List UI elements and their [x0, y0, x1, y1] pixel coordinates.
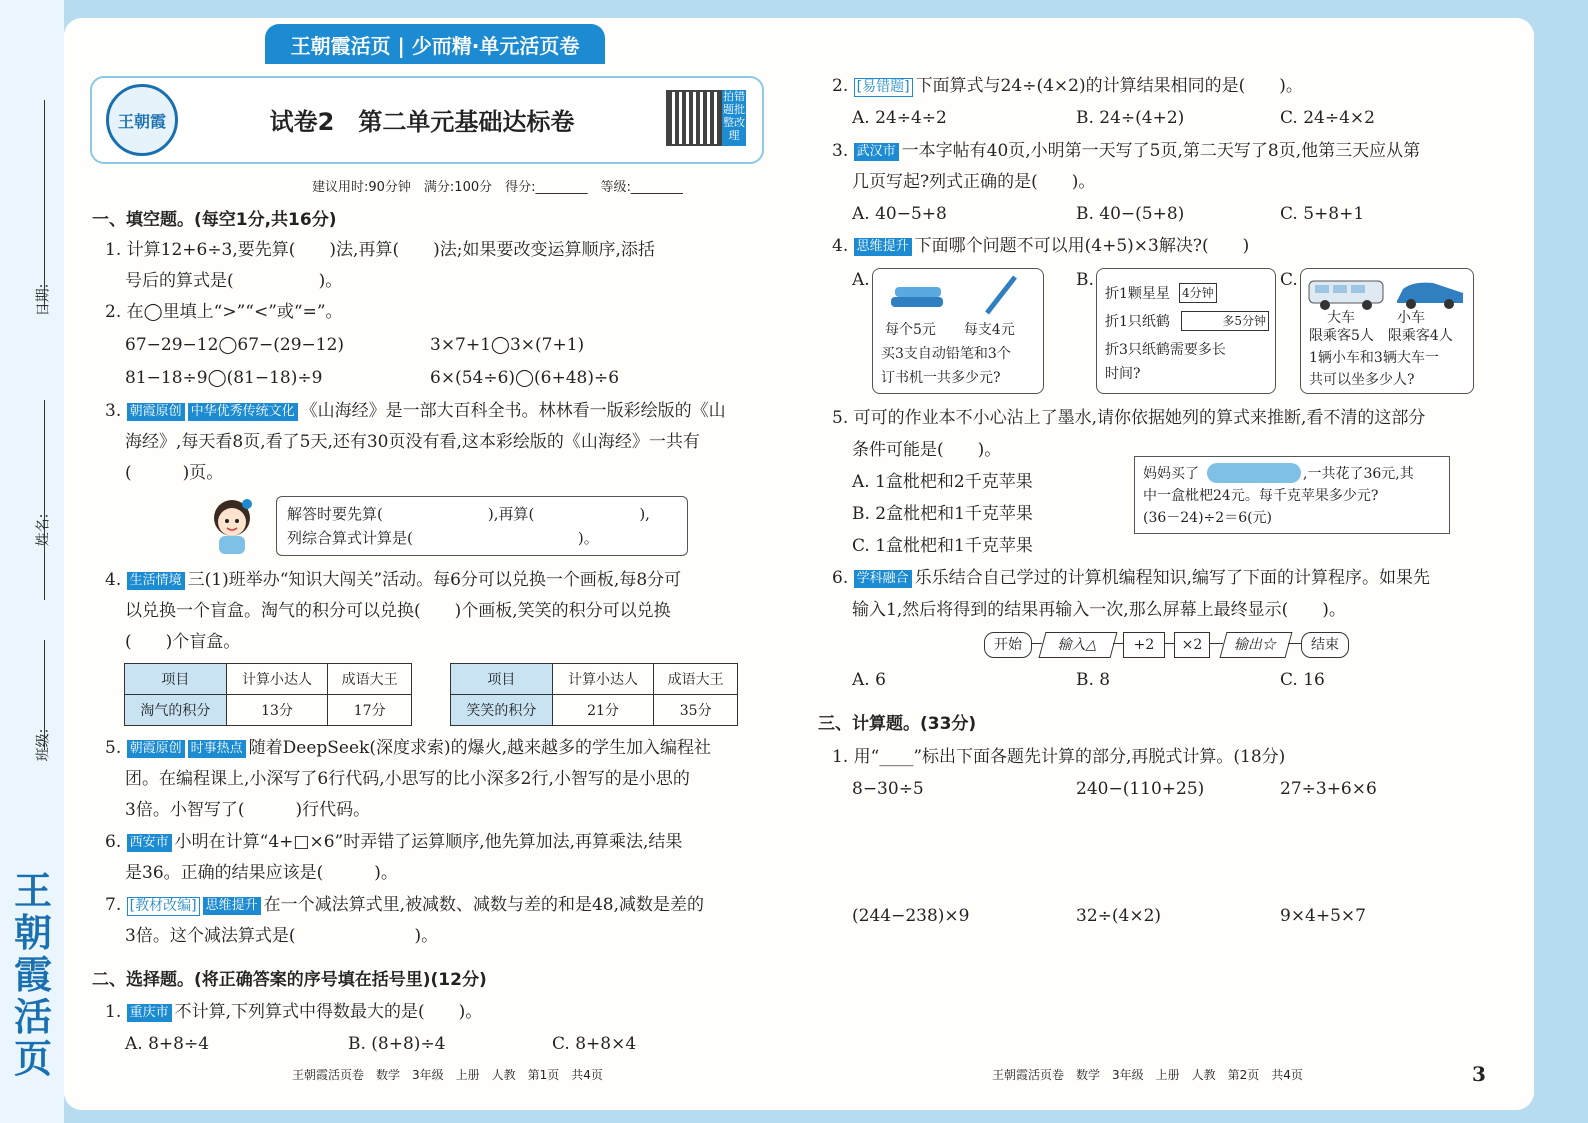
girl-avatar-icon	[205, 494, 259, 554]
c5-line1: 5. 可可的作业本不小心沾上了墨水,请你依据她列的算式来推断,看不清的这部分	[832, 408, 1426, 428]
c6-text-a: 乐乐结合自己学过的计算机编程知识,编写了下面的计算程序。如果先	[914, 568, 1431, 588]
table-cell: 35分	[654, 695, 738, 726]
c3-text-a: 一本字帖有40页,小明第一天写了5页,第二天写了8页,他第三天应从第	[901, 141, 1421, 161]
tag-news: 时事热点	[188, 740, 246, 758]
c2-option-c: C. 24÷4×2	[1280, 108, 1375, 128]
table-cell: 17分	[328, 695, 412, 726]
flow-arrow	[1164, 643, 1174, 644]
c3-option-a: A. 40−5+8	[852, 204, 947, 224]
card-a-line1: 每个5元 每支4元	[885, 322, 1015, 338]
c5-option-b: B. 2盒枇杷和1千克苹果	[852, 504, 1033, 524]
pencil-icon	[981, 273, 1021, 317]
ink-line2: 中一盒枇杷24元。每千克苹果多少元?	[1143, 488, 1379, 504]
c1-option-a: A. 8+8÷4	[125, 1034, 210, 1054]
calc-item: 240−(110+25)	[1076, 779, 1205, 799]
q3-line1: 3. 朝霞原创 中华优秀传统文化 《山海经》是一部大百科全书。林林看一版彩绘版的《山	[105, 401, 726, 421]
table-header: 项目	[451, 664, 553, 695]
c4-line: 4. 思维提升 下面哪个问题不可以用(4+5)×3解决?( )	[832, 236, 1250, 256]
card-b-line4: 时间?	[1105, 366, 1141, 382]
table-header: 成语大王	[654, 664, 738, 695]
flow-start: 开始	[984, 632, 1032, 658]
tag-city: 武汉市	[854, 143, 899, 161]
table-cell: 13分	[226, 695, 328, 726]
card-b-time1: 4分钟	[1179, 283, 1217, 303]
q3-text-a: 《山海经》是一部大百科全书。林林看一版彩绘版的《山	[300, 401, 726, 421]
card-b-time2: 多5分钟	[1181, 311, 1269, 331]
footer-left: 王朝霞活页卷 数学 3年级 上册 人教 第1页 共4页	[292, 1068, 603, 1082]
hint-line1: 解答时要先算( ),再算( ),	[287, 505, 650, 523]
tag-subject: 学科融合	[854, 570, 912, 588]
calc-item: 9×4+5×7	[1280, 906, 1366, 926]
q2-item-3: 81−18÷9◯(81−18)÷9	[125, 368, 323, 388]
card-c-line2: 限乘客5人 限乘客4人	[1309, 328, 1453, 344]
ink-line3: (36－24)÷2＝6(元)	[1143, 510, 1273, 526]
table-cell: 21分	[552, 695, 654, 726]
calc-item: 32÷(4×2)	[1076, 906, 1162, 926]
q6-line2: 是36。正确的结果应该是( )。	[125, 863, 398, 883]
c2-text: 下面算式与24÷(4×2)的计算结果相同的是( )。	[915, 76, 1303, 96]
table-cell: 淘气的积分	[125, 695, 227, 726]
name-line	[44, 400, 45, 600]
tag-city: 西安市	[127, 834, 172, 852]
card-c-line1: 大车 小车	[1327, 310, 1425, 326]
c1-text: 不计算,下列算式中得数最大的是( )。	[174, 1002, 483, 1022]
q2-text: 2. 在◯里填上“>”“<”或“=”。	[105, 302, 343, 322]
calc-item: 27÷3+6×6	[1280, 779, 1377, 799]
q6-line1: 6. 西安市 小明在计算“4+□×6”时弄错了运算顺序,他先算加法,再算乘法,结果	[105, 832, 683, 852]
c6-line1: 6. 学科融合 乐乐结合自己学过的计算机编程知识,编写了下面的计算程序。如果先	[832, 568, 1431, 588]
tag-thinking: 思维提升	[854, 238, 912, 256]
c4-text: 下面哪个问题不可以用(4+5)×3解决?( )	[914, 236, 1250, 256]
c6-option-a: A. 6	[852, 670, 886, 690]
c4-label-a: A.	[852, 270, 870, 290]
brand-logo-icon: 王朝霞	[106, 84, 178, 156]
card-b-line1: 折1颗星星	[1105, 286, 1170, 302]
flow-input: 输入△	[1039, 632, 1118, 658]
k1-text: 1. 用“____”标出下面各题先计算的部分,再脱式计算。(18分)	[832, 747, 1286, 767]
q5-text-a: 随着DeepSeek(深度求索)的爆火,越来越多的学生加入编程社	[248, 738, 712, 758]
table-cell: 笑笑的积分	[451, 695, 553, 726]
tag-life: 生活情境	[127, 572, 185, 590]
tag-error: [易错题]	[854, 78, 913, 97]
score-table-taoqi	[124, 663, 412, 726]
c6-option-b: B. 8	[1076, 670, 1111, 690]
q4-line2: 以兑换一个盲盒。淘气的积分可以兑换( )个画板,笑笑的积分可以兑换	[125, 601, 671, 621]
qr-tag: 拍错题批整改理	[722, 90, 746, 146]
tag-original: 朝霞原创	[127, 740, 185, 758]
ink-line1b: ,一共花了36元,其	[1303, 466, 1414, 482]
option-c-card	[1300, 268, 1474, 394]
c3-option-b: B. 40−(5+8)	[1076, 204, 1185, 224]
q6-text-a: 小明在计算“4+□×6”时弄错了运算顺序,他先算加法,再算乘法,结果	[174, 832, 683, 852]
date-line	[44, 100, 45, 310]
page-number: 3	[1472, 1062, 1486, 1086]
option-b-card	[1096, 268, 1276, 394]
section-1-title: 一、填空题。(每空1分,共16分)	[92, 210, 337, 230]
q4-text-a: 三(1)班举办“知识大闯关”活动。每6分可以兑换一个画板,每8分可	[187, 570, 682, 590]
c5-option-a: A. 1盒枇杷和2千克苹果	[852, 472, 1033, 492]
stapler-icon	[887, 279, 947, 313]
card-c-line3: 1辆小车和3辆大车一	[1309, 350, 1439, 366]
tag-thinking: 思维提升	[203, 897, 261, 915]
c3-option-c: C. 5+8+1	[1280, 204, 1365, 224]
van-icon	[1307, 275, 1387, 311]
q7-text-a: 在一个减法算式里,被减数、减数与差的和是48,减数是差的	[263, 895, 705, 915]
q3-line3: ( )页。	[125, 463, 224, 483]
c6-line2: 输入1,然后将得到的结果再输入一次,那么屏幕上最终显示( )。	[852, 600, 1346, 620]
c3-line1: 3. 武汉市 一本字帖有40页,小明第一天写了5页,第二天写了8页,他第三天应从第	[832, 141, 1421, 161]
flow-end: 结束	[1301, 632, 1349, 658]
q5-line2: 团。在编程课上,小深写了6行代码,小思写的比小深多2行,小智写的是小思的	[125, 769, 690, 789]
flow-multiply: ×2	[1174, 632, 1210, 658]
tag-original: 朝霞原创	[127, 403, 185, 421]
card-a-line3: 订书机一共多少元?	[881, 370, 1001, 386]
brand-vertical: 王朝霞活页	[13, 868, 52, 1081]
q4-line1: 4. 生活情境 三(1)班举办“知识大闯关”活动。每6分可以兑换一个画板,每8分可	[105, 570, 682, 590]
tag-textbook: [教材改编]	[127, 897, 200, 916]
card-b-line3: 折3只纸鹤需要多长	[1105, 342, 1226, 358]
flow-arrow	[1209, 643, 1223, 644]
q2-item-4: 6×(54÷6)◯(6+48)÷6	[430, 368, 620, 388]
ink-note	[1134, 456, 1450, 534]
c4-label-c: C.	[1280, 270, 1298, 290]
q2-item-2: 3×7+1◯3×(7+1)	[430, 335, 585, 355]
hint-bubble	[276, 496, 688, 556]
tag-city: 重庆市	[127, 1004, 172, 1022]
qr-code-icon[interactable]	[666, 90, 722, 146]
flow-arrow	[1113, 643, 1123, 644]
flow-arrow	[1031, 643, 1042, 644]
tag-culture: 中华优秀传统文化	[188, 403, 298, 421]
q1-line1: 1. 计算12+6÷3,要先算( )法,再算( )法;如果要改变运算顺序,添括	[105, 240, 655, 260]
score-table-xiaoxiao	[450, 663, 738, 726]
flow-add: +2	[1123, 632, 1165, 658]
c3-line2: 几页写起?列式正确的是( )。	[852, 172, 1096, 192]
q5-line1: 5. 朝霞原创 时事热点 随着DeepSeek(深度求索)的爆火,越来越多的学生加入编程社	[105, 738, 712, 758]
card-a-line2: 买3支自动铅笔和3个	[881, 346, 1011, 362]
c1-line: 1. 重庆市 不计算,下列算式中得数最大的是( )。	[105, 1002, 483, 1022]
calc-item: (244−238)×9	[852, 906, 970, 926]
section-3-title: 三、计算题。(33分)	[818, 714, 977, 734]
exam-meta: 建议用时:90分钟 满分:100分 得分:________ 等级:________	[312, 180, 683, 195]
table-header: 计算小达人	[226, 664, 328, 695]
q3-line2: 海经》,每天看8页,看了5天,还有30页没有看,这本彩绘版的《山海经》一共有	[125, 432, 700, 452]
series-banner: 王朝霞活页 | 少而精·单元活页卷	[265, 24, 605, 64]
flow-arrow	[1288, 643, 1301, 644]
q1-line2: 号后的算式是( )。	[125, 271, 343, 291]
c2-option-a: A. 24÷4÷2	[852, 108, 947, 128]
c4-label-b: B.	[1076, 270, 1094, 290]
q7-line1: 7. [教材改编] 思维提升 在一个减法算式里,被减数、减数与差的和是48,减数是差的	[105, 895, 705, 915]
option-a-card	[872, 268, 1044, 394]
q2-item-1: 67−29−12◯67−(29−12)	[125, 335, 345, 355]
table-header: 成语大王	[328, 664, 412, 695]
flow-output: 输出☆	[1220, 632, 1293, 658]
c2-line: 2. [易错题] 下面算式与24÷(4×2)的计算结果相同的是( )。	[832, 76, 1303, 96]
name-label: 姓名:	[35, 513, 52, 547]
car-icon	[1393, 277, 1467, 311]
class-label: 班级:	[35, 728, 52, 762]
date-label: 日期:	[35, 283, 52, 317]
c1-option-c: C. 8+8×4	[552, 1034, 637, 1054]
c5-option-c: C. 1盒枇杷和1千克苹果	[852, 536, 1033, 556]
c6-option-c: C. 16	[1280, 670, 1325, 690]
table-header: 项目	[125, 664, 227, 695]
card-c-line4: 共可以坐多少人?	[1309, 372, 1415, 388]
c2-option-b: B. 24÷(4+2)	[1076, 108, 1185, 128]
title-box	[90, 76, 764, 164]
q7-line2: 3倍。这个减法算式是( )。	[125, 926, 439, 946]
ink-line1a: 妈妈买了	[1143, 466, 1199, 482]
ink-blot	[1207, 463, 1301, 483]
c5-line2: 条件可能是( )。	[852, 440, 1002, 460]
q5-line3: 3倍。小智写了( )行代码。	[125, 800, 371, 820]
page-title: 试卷2 第二单元基础达标卷	[269, 108, 575, 136]
calc-item: 8−30÷5	[852, 779, 924, 799]
section-2-title: 二、选择题。(将正确答案的序号填在括号里)(12分)	[92, 970, 487, 990]
footer-right: 王朝霞活页卷 数学 3年级 上册 人教 第2页 共4页	[992, 1068, 1303, 1082]
card-b-line2: 折1只纸鹤	[1105, 314, 1170, 330]
hint-line2: 列综合算式计算是( )。	[287, 529, 599, 547]
table-header: 计算小达人	[552, 664, 654, 695]
q4-line3: ( )个盲盒。	[125, 632, 241, 652]
paper-sheet	[64, 18, 1534, 1110]
c1-option-b: B. (8+8)÷4	[348, 1034, 446, 1054]
